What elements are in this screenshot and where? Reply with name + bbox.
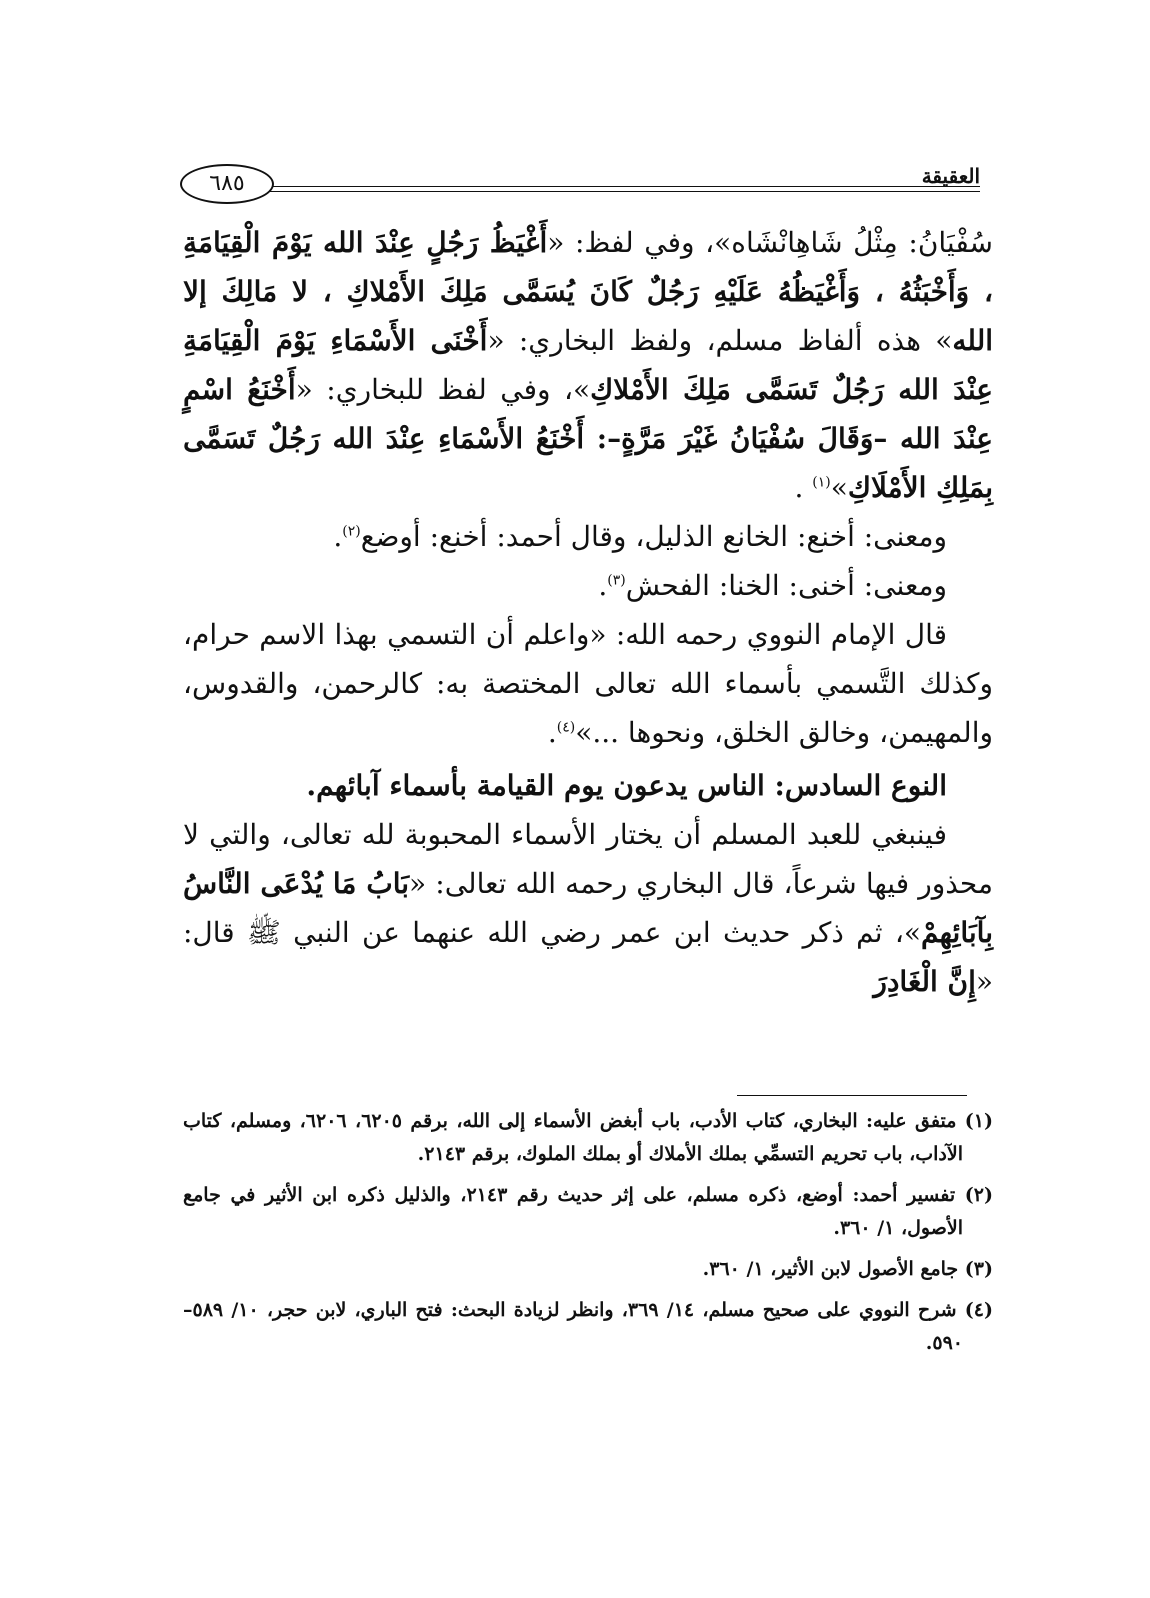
header-rule xyxy=(270,191,980,192)
footnote: (٤) شرح النووي على صحيح مسلم، ١٤/ ٣٦٩، وانظر لزيادة البحث: فتح الباري، لابن حجر، ١٠/ ٥٨٩– ٥٩٠. xyxy=(183,1299,993,1354)
footnote: (٢) تفسير أحمد: أوضع، ذكره مسلم، على إثر حديث رقم ٢١٤٣، والذليل ذكره ابن الأثير في جامع الأصول، ١/ ٣٦٠. xyxy=(183,1184,994,1239)
footnote-ref[interactable]: (٢) xyxy=(342,523,361,540)
text-run: ومعنى: أخنع: الخانع الذليل، وقال أحمد: أخنع: أوضع xyxy=(360,520,947,553)
paragraph xyxy=(183,218,993,512)
chapter-title: العقيقة xyxy=(921,164,980,188)
hadith-text: أَخْنَعُ اسْمٍ عِنْدَ الله –وَقَالَ سُفْيَانُ غَيْرَ مَرَّةٍ–: أَخْنَعُ الأَسْمَاءِ عِنْدَ الله رَجُلٌ تَسَمَّى بِمَلِكِ الأَمْلَاكِ xyxy=(183,373,993,504)
text-run: »، وفي لفظ للبخاري: « xyxy=(295,373,591,406)
text-run: » xyxy=(830,471,848,504)
hadith-text: إِنَّ الْغَادِرَ xyxy=(873,965,976,998)
text-run: ومعنى: أخنى: الخنا: الفحش xyxy=(625,569,947,602)
chapter-quote: بَابُ مَا يُدْعَى النَّاسُ بِآبَائِهِمْ xyxy=(183,867,993,949)
page-number: ٦٨٥ xyxy=(180,164,274,204)
footnote: (٣) جامع الأصول لابن الأثير، ١/ ٣٦٠. xyxy=(702,1258,993,1280)
text-run: »، ثم ذكر حديث ابن عمر رضي الله عنهما عن النبي ﷺ قال: « xyxy=(183,916,993,998)
main-text xyxy=(183,218,993,1006)
text-run: سُفْيَانُ: مِثْلُ شَاهِانْشَاه»، وفي لفظ: « xyxy=(547,226,993,259)
section-heading: النوع السادس: الناس يدعون يوم القيامة بأسماء آبائهم. xyxy=(306,769,947,802)
paragraph xyxy=(183,610,993,757)
page-header xyxy=(180,160,980,210)
text-run: فينبغي للعبد المسلم أن يختار الأسماء المحبوبة لله تعالى، والتي لا محذور فيها شرعاً، قال البخاري رحمه الله تعالى: « xyxy=(183,818,994,900)
header-rule xyxy=(270,186,980,187)
text-run: . xyxy=(333,520,343,553)
hadith-text: أَغْيَظُ رَجُلٍ عِنْدَ الله يَوْمَ الْقِيَامَةِ ، وَأَخْبَثُهُ ، وَأَغْيَظُهُ عَلَيْهِ رَجُلٌ كَانَ يُسَمَّى مَلِكَ الأَمْلاكِ ، لا مَالِكَ إلا الله xyxy=(183,226,993,357)
paragraph xyxy=(183,512,993,561)
footnote-ref[interactable]: (٤) xyxy=(556,719,576,736)
text-run: . xyxy=(794,471,813,504)
text-run: » هذه ألفاظ مسلم، ولفظ البخاري: « xyxy=(487,324,953,357)
text-run: قال الإمام النووي رحمه الله: «واعلم أن التسمي بهذا الاسم حرام، وكذلك التَّسمي بأسماء الله تعالى المختصة به: كالرحمن، والقدوس، والمهيمن، وخالق الخلق، ونحوها ...» xyxy=(183,618,993,749)
footnote-separator xyxy=(737,1095,967,1096)
footnote: (١) متفق عليه: البخاري، كتاب الأدب، باب أبغض الأسماء إلى الله، برقم ٦٢٠٥، ٦٢٠٦، ومسلم، كتاب الآداب، باب تحريم التسمِّي بملك الأملاك أو بملك الملوك، برقم ٢١٤٣. xyxy=(183,1110,994,1165)
paragraph xyxy=(183,810,993,1006)
footnote-ref[interactable]: (٣) xyxy=(607,572,626,589)
text-run: . xyxy=(547,716,557,749)
hadith-text: أَخْنَى الأَسْمَاءِ يَوْمَ الْقِيَامَةِ عِنْدَ الله رَجُلٌ تَسَمَّى مَلِكَ الأَمْلاكِ xyxy=(183,324,993,406)
text-run: . xyxy=(598,569,608,602)
footnote-ref[interactable]: (١) xyxy=(812,474,831,491)
footnotes xyxy=(183,1105,993,1368)
paragraph xyxy=(183,561,993,610)
